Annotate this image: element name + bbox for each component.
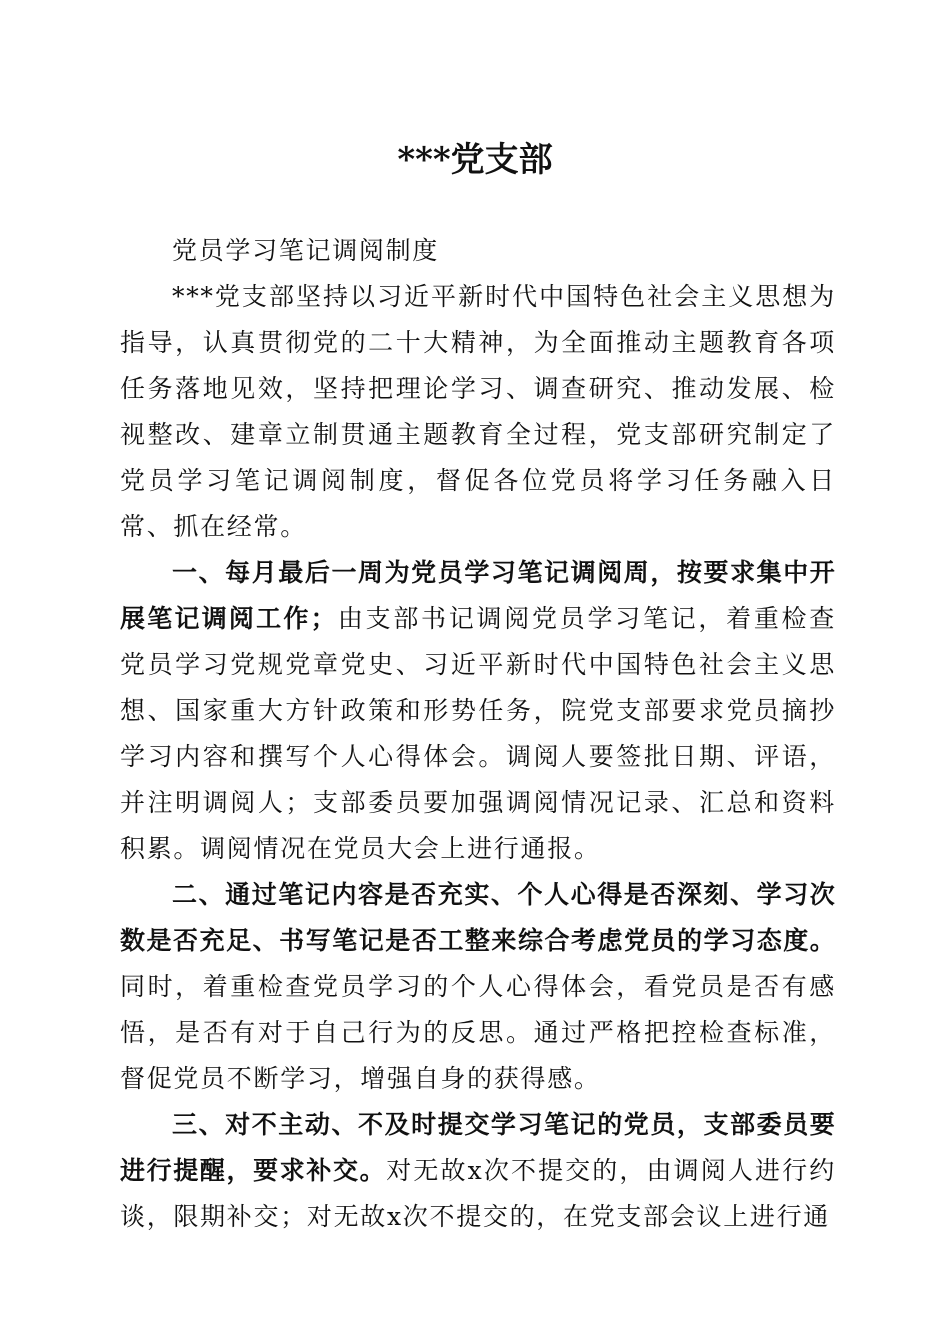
rule-2-lead: 二、通过笔记内容是否充实、个人心得是否深刻、学习次数是否充足、书写笔记是否工整来综合考虑党员的学习态度。 bbox=[120, 880, 836, 955]
document-title: ***党支部 bbox=[397, 140, 553, 180]
rule-2-body: 同时，着重检查党员学习的个人心得体会，看党员是否有感悟，是否有对于自己行为的反思。通过严格把控检查标准，督促党员不断学习，增强自身的获得感。 bbox=[120, 972, 836, 1093]
intro-paragraph: ***党支部坚持以习近平新时代中国特色社会主义思想为指导，认真贯彻党的二十大精神，为全面推动主题教育各项任务落地见效，坚持把理论学习、调查研究、推动发展、检视整改、建章立制贯通主题教育全过程，党支部研究制定了党员学习笔记调阅制度，督促各位党员将学习任务融入日常、抓在经常。 bbox=[120, 282, 836, 541]
rule-3-lead: 三、对不主动、不及时提交学习笔记的党员，支部委员要进行提醒，要求补交。 bbox=[120, 1110, 836, 1185]
rule-paragraph-2 bbox=[120, 872, 836, 1102]
rule-paragraph-3 bbox=[120, 1102, 836, 1240]
rule-paragraph-1 bbox=[120, 550, 836, 872]
document-body bbox=[120, 228, 836, 1240]
document-subtitle: 党员学习笔记调阅制度 bbox=[172, 236, 440, 265]
rule-3-body: 对无故x次不提交的，由调阅人进行约谈，限期补交；对无故x次不提交的，在党支部会议上进行通 bbox=[120, 1156, 836, 1231]
rule-1-lead: 一、每月最后一周为党员学习笔记调阅周，按要求集中开展笔记调阅工作； bbox=[120, 558, 836, 633]
rule-1-body: 由支部书记调阅党员学习笔记，着重检查党员学习党规党章党史、习近平新时代中国特色社会主义思想、国家重大方针政策和形势任务，院党支部要求党员摘抄学习内容和撰写个人心得体会。调阅人要签批日期、评语，并注明调阅人；支部委员要加强调阅情况记录、汇总和资料积累。调阅情况在党员大会上进行通报。 bbox=[120, 604, 836, 863]
